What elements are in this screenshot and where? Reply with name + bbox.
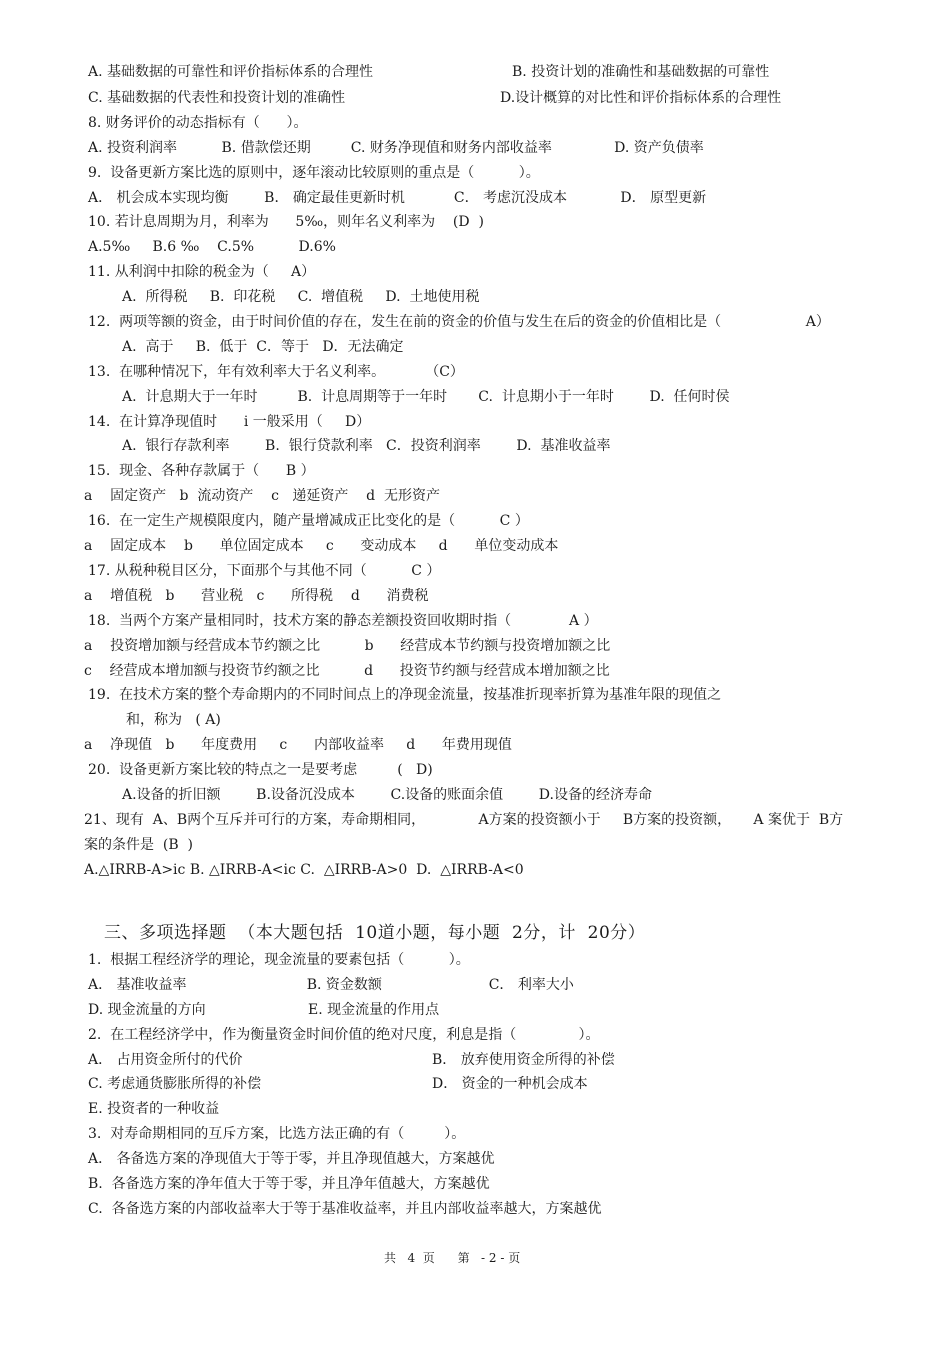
text-line: 9. 设备更新方案比选的原则中，逐年滚动比较原则的重点是（ ）。: [88, 165, 540, 181]
text-line: 案的条件是 (B ): [84, 837, 194, 853]
text-line: A. 基础数据的可靠性和评价指标体系的合理性: [88, 64, 374, 80]
text-line: 12. 两项等额的资金，由于时间价值的存在，发生在前的资金的价值与发生在后的资金的价值相比是（ A）: [88, 314, 830, 330]
text-line: 18. 当两个方案产量相同时，技术方案的静态差额投资回收期时指（ A ）: [88, 613, 598, 629]
text-line: a 增值税 b 营业税 c 所得税 d 消费税: [84, 588, 429, 604]
text-line: a 投资增加额与经营成本节约额之比 b 经营成本节约额与投资增加额之比: [84, 638, 611, 654]
text-line: A. 计息期大于一年时 B. 计息周期等于一年时 C. 计息期小于一年时 D. 任何时侯: [122, 389, 730, 405]
text-line: A. 投资利润率 B. 借款偿还期 C. 财务净现值和财务内部收益率 D. 资产负债率: [88, 140, 704, 156]
text-line: 3. 对寿命期相同的互斥方案，比选方法正确的有（ ）。: [88, 1126, 466, 1142]
text-line: C. 考虑通货膨胀所得的补偿: [88, 1076, 262, 1092]
text-line: A. 银行存款利率 B. 银行贷款利率 C．投资利润率 D. 基准收益率: [122, 438, 611, 454]
text-line: a 净现值 b 年度费用 c 内部收益率 d 年费用现值: [84, 737, 512, 753]
text-line: E. 投资者的一种收益: [88, 1101, 220, 1117]
text-line: a 固定资产 b 流动资产 c 递延资产 d 无形资产: [84, 488, 441, 504]
text-line: 16. 在一定生产规模限度内，随产量增减成正比变化的是（ C ）: [88, 513, 529, 529]
text-line: A． 机会成本实现均衡 B． 确定最佳更新时机 C． 考虑沉没成本 D． 原型更新: [88, 190, 707, 206]
text-line: A. 所得税 B. 印花税 C. 增值税 D. 土地使用税: [122, 289, 480, 305]
text-line: D. 现金流量的方向 E. 现金流量的作用点: [88, 1002, 440, 1018]
text-line: B. 各备选方案的净年值大于等于零，并且净年值越大，方案越优: [88, 1176, 490, 1192]
text-line: 和，称为 ( A): [126, 712, 221, 728]
text-line: 10. 若计息周期为月，利率为 5‰，则年名义利率为 (D ): [88, 214, 484, 230]
text-line: C. 基础数据的代表性和投资计划的准确性: [88, 90, 346, 106]
text-line: 17. 从税种税目区分，下面那个与其他不同（ C ）: [88, 563, 441, 579]
text-line: 1. 根据工程经济学的理论，现金流量的要素包括（ ）。: [88, 952, 470, 968]
text-line: A． 占用资金所付的代价: [88, 1052, 243, 1068]
text-line: 15. 现金、各种存款属于（ B ）: [88, 463, 315, 479]
text-line: 20. 设备更新方案比较的特点之一是要考虑 ( D): [88, 762, 433, 778]
text-line: 13. 在哪种情况下，年有效利率大于名义利率。 （C）: [88, 364, 464, 380]
text-line: A. 高于 B. 低于 C．等于 D．无法确定: [122, 339, 404, 355]
text-line: A． 基准收益率 B. 资金数额 C． 利率大小: [88, 977, 574, 993]
text-line: D.设计概算的对比性和评价指标体系的合理性: [500, 90, 782, 106]
text-line: A.△IRRB-A>ic B. △IRRB-A<ic C. △IRRB-A>0 D. △IRRB-A<0: [84, 862, 524, 878]
text-line: 14. 在计算净现值时 i 一般采用（ D）: [88, 414, 371, 430]
text-line: 21、现有 A、B两个互斥并可行的方案，寿命期相同， A方案的投资额小于 B方案的投资额， A 案优于 B方: [84, 812, 844, 828]
text-line: D． 资金的一种机会成本: [432, 1076, 588, 1092]
text-line: 19. 在技术方案的整个寿命期内的不同时间点上的净现金流量，按基准折现率折算为基准年限的现值之: [88, 687, 722, 703]
text-line: a 固定成本 b 单位固定成本 c 变动成本 d 单位变动成本: [84, 538, 559, 554]
text-line: c 经营成本增加额与投资节约额之比 d 投资节约额与经营成本增加额之比: [84, 663, 610, 679]
text-line: A． 各备选方案的净现值大于等于零，并且净现值越大，方案越优: [88, 1151, 495, 1167]
text-line: B． 放弃使用资金所得的补偿: [432, 1052, 615, 1068]
text-line: 2. 在工程经济学中，作为衡量资金时间价值的绝对尺度，利息是指（ ）。: [88, 1027, 600, 1043]
page-footer: 共 4 页 第 - 2 - 页: [384, 1251, 521, 1265]
section-heading: 三、多项选择题 （本大题包括 10道小题，每小题 2分，计 20分）: [104, 923, 646, 943]
text-line: A.5‰ B.6 ‰ C.5% D.6%: [88, 239, 336, 255]
text-line: 11. 从利润中扣除的税金为（ A）: [88, 264, 316, 280]
text-line: A.设备的折旧额 B.设备沉没成本 C.设备的账面余值 D.设备的经济寿命: [122, 787, 652, 803]
text-line: 8. 财务评价的动态指标有（ ）。: [88, 115, 308, 131]
text-line: C. 各备选方案的内部收益率大于等于基准收益率，并且内部收益率越大，方案越优: [88, 1201, 602, 1217]
text-line: B. 投资计划的准确性和基础数据的可靠性: [512, 64, 770, 80]
